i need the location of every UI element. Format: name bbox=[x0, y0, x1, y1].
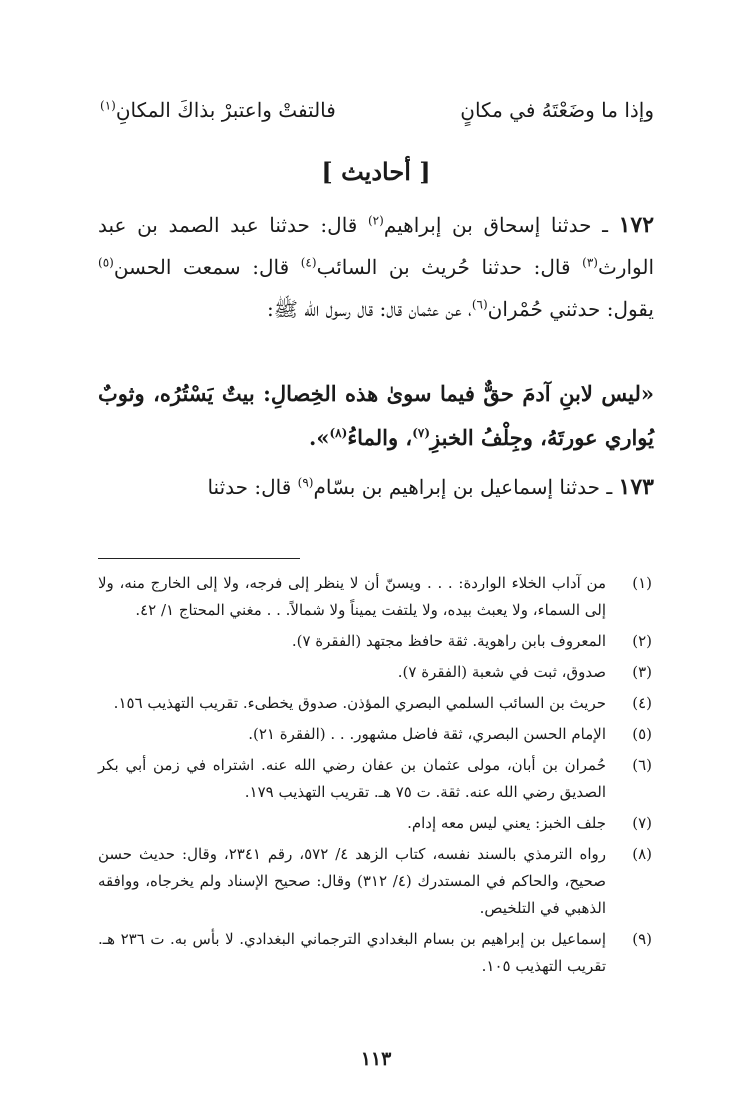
quote-text: ، والماءُ bbox=[347, 425, 413, 450]
hadith-text: ـ حدثنا إسماعيل بن إبراهيم بن بسّام bbox=[313, 475, 619, 499]
section-heading: [ أحاديث ] bbox=[321, 157, 431, 186]
footnote-text: من آداب الخلاء الواردة: . . . ويسنّ أن لا ينظر إلى فرجه، ولا إلى الخارج منه، ولا إلى السماء، ولا يعبث بيده، ولا يلتفت يميناً ولا شمالاً. . . مغني المحتاج ١/ ٤٢. bbox=[98, 574, 606, 619]
footnote-number: (٦) bbox=[632, 756, 652, 774]
footnote-item bbox=[98, 810, 654, 837]
poem-hemistich-right-text: وإذا ما وضَعْتَهُ في مكانٍ bbox=[460, 98, 654, 122]
hadith-text: ، عن عثمان قال: قال رسول الله ﷺ: bbox=[267, 297, 472, 321]
footnote-text: الإمام الحسن البصري، ثقة فاضل مشهور. . . (الفقرة ٢١). bbox=[248, 725, 606, 743]
footnote-text: صدوق، ثبت في شعبة (الفقرة ٧). bbox=[397, 663, 606, 681]
hadith-text: قال: حدثنا حُريث بن السائب bbox=[316, 255, 583, 279]
hadith-text: قال: حدثنا bbox=[207, 475, 298, 499]
footnote-divider bbox=[98, 558, 300, 559]
footnotes-section bbox=[98, 570, 654, 984]
footnote-item bbox=[98, 752, 654, 806]
footnote-number: (٧) bbox=[632, 814, 652, 832]
footnote-ref: (٩) bbox=[297, 475, 314, 490]
poem-hemistich-left bbox=[100, 92, 336, 128]
footnote-item bbox=[98, 690, 654, 717]
hadith-number: ١٧٣ bbox=[618, 474, 654, 500]
footnote-ref: (١) bbox=[100, 98, 116, 113]
footnote-number: (٥) bbox=[632, 725, 652, 743]
footnote-number: (٩) bbox=[632, 930, 652, 948]
footnote-item bbox=[98, 570, 654, 624]
footnote-text: حريث بن السائب السلمي البصري المؤذن. صدوق يخطىء. تقريب التهذيب ١٥٦. bbox=[113, 694, 606, 712]
footnote-ref: (٥) bbox=[98, 255, 114, 270]
poem-hemistich-right bbox=[460, 92, 654, 128]
footnote-number: (٢) bbox=[632, 632, 652, 650]
footnote-number: (١) bbox=[632, 574, 652, 592]
footnote-ref: (٧) bbox=[412, 426, 431, 440]
footnote-number: (٤) bbox=[632, 694, 652, 712]
footnote-item bbox=[98, 841, 654, 922]
footnote-ref: (٦) bbox=[471, 297, 488, 312]
footnote-text: إسماعيل بن إبراهيم بن بسام البغدادي الترجماني البغدادي. لا بأس به. ت ٢٣٦ هـ. تقريب التهذيب ١٠٥. bbox=[98, 930, 607, 975]
hadith-text: قال: حدثنا عبد الصمد بن عبد الوارث bbox=[98, 213, 654, 279]
hadith-text: ـ حدثنا إسحاق بن إبراهيم bbox=[383, 213, 619, 237]
footnote-ref: (٣) bbox=[582, 255, 598, 270]
hadith-text: يقول: حدثني حُمْران bbox=[487, 297, 654, 321]
footnote-text: جلف الخبز: يعني ليس معه إدام. bbox=[407, 814, 606, 832]
page-number: ١١٣ bbox=[360, 1048, 392, 1070]
hadith-quote bbox=[98, 372, 654, 460]
poem-verse bbox=[100, 92, 654, 128]
footnote-number: (٨) bbox=[632, 845, 652, 863]
footnote-text: رواه الترمذي بالسند نفسه، كتاب الزهد ٤/ ٥٧٢، رقم ٢٣٤١، وقال: حديث حسن صحيح، والحاكم في المستدرك (٤/ ٣١٢) وقال: صحيح الإسناد ولم يخرجاه، ووافقه الذهبي في التلخيص. bbox=[98, 845, 606, 917]
footnote-text: حُمران بن أبان، مولى عثمان بن عفان رضي الله عنه. اشتراه في زمن أبي بكر الصديق رضي الله عنه. ثقة. ت ٧٥ هـ. تقريب التهذيب ١٧٩. bbox=[98, 756, 606, 801]
hadith-173-paragraph bbox=[98, 466, 654, 508]
footnote-item bbox=[98, 659, 654, 686]
hadith-number: ١٧٢ bbox=[618, 212, 655, 238]
footnote-number: (٣) bbox=[632, 663, 652, 681]
footnote-text: المعروف بابن راهوية. ثقة حافظ مجتهد (الفقرة ٧). bbox=[291, 632, 606, 650]
footnote-item bbox=[98, 721, 654, 748]
quote-text: «ليس لابنِ آدمَ حقٌّ فيما سوىٰ هذه الخِصالِ: بيتٌ يَسْتُرُه، وثوبٌ يُواري عورتَهُ، وجِلْفُ الخبزِ bbox=[98, 381, 654, 450]
poem-hemistich-left-text: فالتفتْ واعتبرْ بذاكَ المكانِ bbox=[115, 98, 336, 122]
hadith-text: قال: سمعت الحسن bbox=[113, 255, 301, 279]
footnote-item bbox=[98, 926, 654, 980]
footnote-ref: (٤) bbox=[300, 255, 317, 270]
footnote-item bbox=[98, 628, 654, 655]
footnote-ref: (٢) bbox=[367, 213, 384, 228]
quote-text: ». bbox=[309, 425, 330, 450]
hadith-172-paragraph bbox=[98, 204, 654, 330]
footnote-ref: (٨) bbox=[329, 426, 348, 440]
